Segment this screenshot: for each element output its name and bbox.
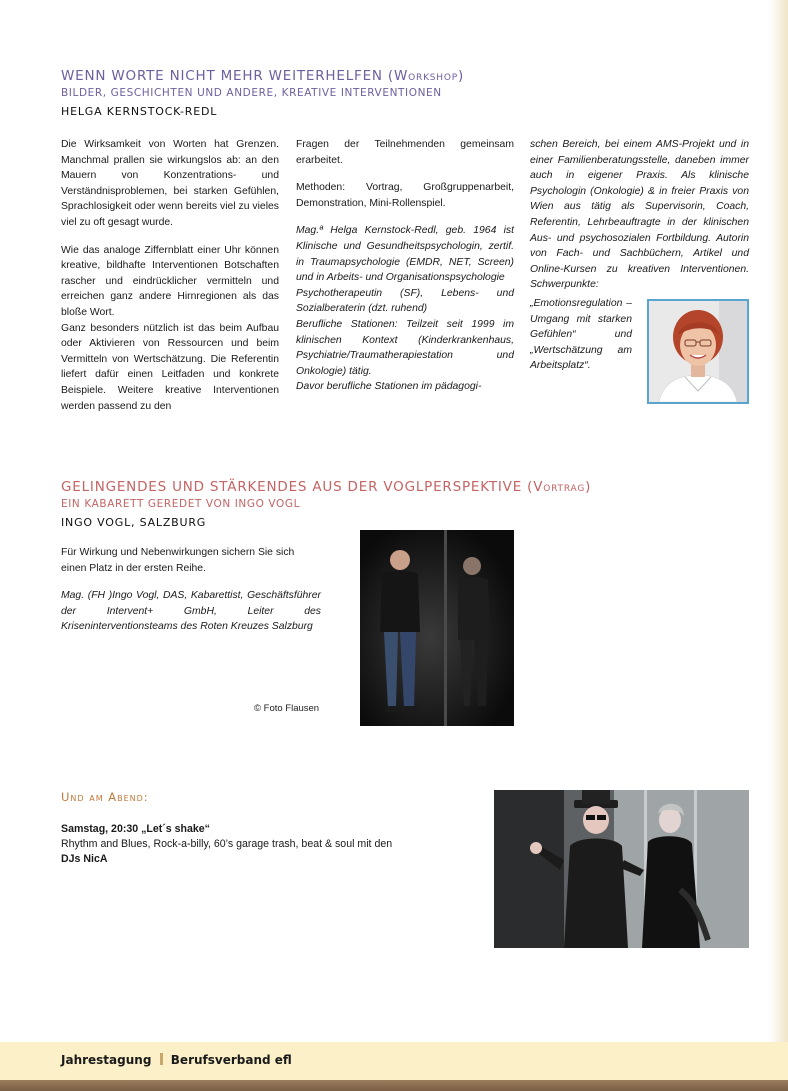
footer-left: Jahrestagung [61,1053,152,1067]
vogl-photo [360,530,514,726]
section1-subtitle: BILDER, GESCHICHTEN UND ANDERE, KREATIVE INTERVENTIONEN [61,87,442,99]
bio-paragraph: Davor berufliche Stationen im pädagogi- [296,381,482,393]
section2-author: INGO VOGL, SALZBURG [61,516,207,529]
section1-title: WENN WORTE NICHT MEHR WEITERHELFEN (Workshop) [61,68,465,84]
section1-column-2 [296,137,514,395]
bio-paragraph: Mag.ª Helga Kernstock-Redl, geb. 1964 ist Klinische und Gesundheitspsychologin, zertif. in Traumapsychologie (EMDR, NET, Screen) und in Arbeits- und Organisationspsychologie [296,225,514,284]
event-djs: DJs NicA [61,853,108,866]
paragraph: Fragen der Teilnehmenden gemeinsam erarbeitet. [296,139,514,166]
footer-divider [160,1053,163,1065]
event-title: Samstag, 20:30 „Let´s shake“ [61,823,210,835]
paragraph: Für Wirkung und Nebenwirkungen sichern Sie sich einen Platz in der ersten Reihe. [61,547,295,574]
section1-column-3 [530,137,749,293]
event-description: Rhythm and Blues, Rock-a-billy, 60’s garage trash, beat & soul mit den [61,838,393,851]
section1-column-1 [61,137,279,414]
footer-right: Berufsverband efl [170,1053,292,1067]
section1-header [61,68,464,118]
section1-author: HELGA KERNSTOCK-REDL [61,105,218,118]
bio-paragraph: „Emotionsregulation – Umgang mit starken Gefühlen“ und „Wertschätzung am Arbeitsplatz“. [530,298,632,372]
photo-credit: © Foto Flausen [254,703,320,714]
paragraph: Wie das analoge Ziffernblatt einer Uhr können kreative, bildhafte Interventionen Botschaften rascher und eindrücklicher vermitteln und erreichen ganz andere Hirnregionen als das bloße Wort. [61,244,279,318]
event-info [61,822,461,868]
vogl-illustration [360,530,514,726]
section2-subtitle: EIN KABARETT GEREDET VON INGO VOGL [61,498,301,510]
portrait-photo [647,299,749,404]
portrait-illustration [649,301,747,402]
paragraph: Methoden: Vortrag, Großgruppenarbeit, Demonstration, Mini-Rollenspiel. [296,182,514,209]
footer-text [61,1053,292,1067]
djs-illustration [494,790,749,948]
section3-heading: Und am Abend: [61,790,149,804]
section2-title: GELINGENDES UND STÄRKENDES AUS DER VOGLPERSPEKTIVE (Vortrag) [61,479,592,495]
section2-header [61,479,591,529]
bio-paragraph: Mag. (FH )Ingo Vogl, DAS, Kabarettist, Geschäftsführer der Intervent+ GmbH, Leiter des Kriseninterventionsteams des Roten Kreuzes Salzburg [61,590,321,633]
bio-paragraph: Berufliche Stationen: Teilzeit seit 1999 im klinischen Kontext (Kinderkrankenhaus, Psychiatrie/Traumatherapiestation und Onkologie) tätig. [296,318,514,377]
footer-band [0,1042,788,1080]
bio-paragraph: Psychotherapeutin (SF), Lebens- und Sozialberaterin (dzt. ruhend) [296,287,514,315]
section2-text [61,545,321,635]
paragraph: Die Wirksamkeit von Worten hat Grenzen. Manchmal prallen sie wirkungslos ab: an den Mauern von Konzentrations- und Verständnisproblemen, bei starken Gefühlen, Sprachlosigkeit oder wenn bereits viel zu vieles viel zu oft gesagt wurde. [61,139,279,228]
paragraph: Ganz besonders nützlich ist das beim Aufbau oder Aktivieren von Ressourcen und beim Vermitteln von Wertschätzung. Die Referentin liefert dafür einen Leitfaden und konkrete Beispiele. Weitere kreative Interventionen werden passend zu den [61,322,279,412]
page-edge-shadow [770,0,788,1042]
footer-strip [0,1080,788,1091]
bio-paragraph: schen Bereich, bei einem AMS-Projekt und in einer Familienberatungsstelle, daneben immer auch in eigener Praxis. Als klinische Psychologin (Onkologie) & in freier Praxis von Wien aus tätig als Supervisorin, Coach, Referentin, Lehrbeauftragte in der klinischen Aus- und psychosozialen Fortbildung. Autorin von Fach- und Sachbüchern, Artikel und Online-Kursen zu kreativen Interventionen. Schwerpunkte: [530,139,749,291]
djs-photo [494,790,749,948]
section1-column-3-side [530,296,632,374]
